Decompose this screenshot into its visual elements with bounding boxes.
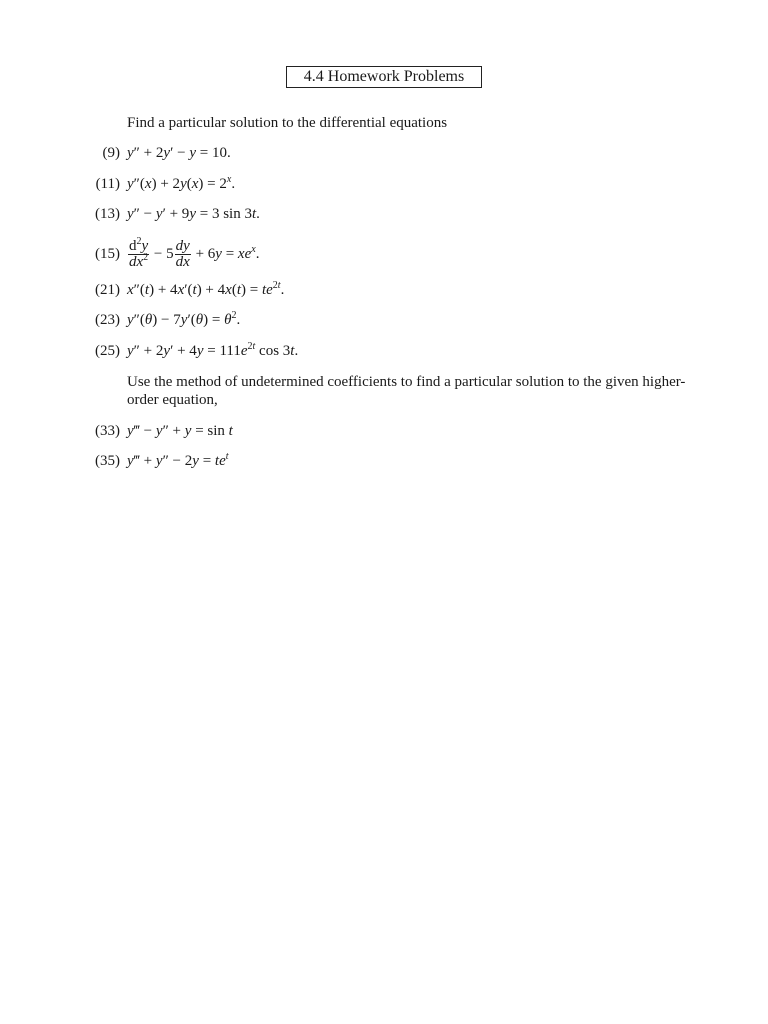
equation-token: y xyxy=(163,145,171,161)
equation-token: y xyxy=(189,145,196,161)
equation-token: te xyxy=(261,282,273,298)
problem-equation xyxy=(127,205,260,223)
equation-token: = xyxy=(221,246,238,262)
equation-token: t xyxy=(225,451,229,462)
equation-token: = xyxy=(198,453,215,469)
equation-token: x xyxy=(127,282,134,298)
equation-token: . xyxy=(236,312,241,328)
equation-token: ) + 4 xyxy=(149,282,178,298)
equation-token: = sin xyxy=(191,423,229,439)
equation-token: t xyxy=(251,206,257,222)
problem-number: (11) xyxy=(95,176,120,192)
equation-token: ′ + 9 xyxy=(162,206,190,222)
problem-equation xyxy=(127,452,229,470)
equation-token: . xyxy=(256,206,260,222)
fraction-denominator xyxy=(128,252,149,271)
problem-number: (23) xyxy=(95,312,120,328)
equation-token: 2 xyxy=(231,310,237,321)
equation-token: x xyxy=(177,282,185,298)
equation-token: t xyxy=(252,341,256,352)
equation-token: y xyxy=(127,453,134,469)
equation-token: x xyxy=(225,282,232,298)
equation-token: y xyxy=(141,238,149,255)
equation-token: θ xyxy=(144,312,153,328)
problem-equation xyxy=(127,342,298,360)
problem-equation xyxy=(127,235,259,273)
equation-token: y xyxy=(155,453,163,469)
equation-token: 2 xyxy=(247,341,253,352)
equation-token: ″ + xyxy=(162,423,185,439)
equation-token: ′ − xyxy=(170,145,190,161)
equation-token: ( xyxy=(231,282,237,298)
equation-token: ′( xyxy=(187,312,196,328)
fraction xyxy=(175,239,191,270)
equation-token: + 6 xyxy=(191,246,216,262)
problem-equation xyxy=(127,311,240,329)
equation-token: . xyxy=(280,282,285,298)
equation-token: cos 3 xyxy=(255,343,291,359)
equation-token: y xyxy=(189,206,196,222)
problem-number: (33) xyxy=(95,423,120,439)
equation-token: ″ + 2 xyxy=(133,145,164,161)
fraction-numerator xyxy=(175,239,191,255)
equation-token: θ xyxy=(195,312,204,328)
equation-token: 2 xyxy=(272,280,278,291)
equation-token: . xyxy=(231,176,236,192)
equation-token: ′( xyxy=(184,282,193,298)
equation-token: t xyxy=(144,282,150,298)
equation-token: y xyxy=(127,206,134,222)
problem-number: (15) xyxy=(95,246,120,262)
equation-token: . xyxy=(294,343,299,359)
equation-token: = 10. xyxy=(195,145,231,161)
equation-token: ″( xyxy=(133,312,145,328)
equation-token: ) − 7 xyxy=(152,312,181,328)
equation-token: ‴ − xyxy=(133,423,156,439)
problem-number: (35) xyxy=(95,453,120,469)
equation-token: t xyxy=(277,280,281,291)
equation-token: ) + 4 xyxy=(196,282,226,298)
equation-token: ″ + 2 xyxy=(133,343,164,359)
problem-equation xyxy=(127,422,233,440)
equation-token: x xyxy=(226,174,232,185)
problem-equation xyxy=(127,175,235,193)
equation-token: y xyxy=(215,246,222,262)
equation-token: y xyxy=(127,176,134,192)
equation-token: ( xyxy=(186,176,192,192)
equation-token: e xyxy=(240,343,248,359)
equation-token: dy xyxy=(175,238,190,255)
equation-token: ) = xyxy=(203,312,225,328)
equation-token: y xyxy=(155,423,163,439)
equation-token: 2 xyxy=(136,236,142,248)
equation-token: ″( xyxy=(133,176,145,192)
equation-token: y xyxy=(127,312,134,328)
equation-token: ″ − xyxy=(133,206,156,222)
equation-token: − 5 xyxy=(150,246,174,262)
page-title: 4.4 Homework Problems xyxy=(286,66,482,88)
equation-token: x xyxy=(251,244,256,255)
fraction xyxy=(128,236,149,271)
equation-token: x xyxy=(144,176,152,192)
equation-token: 2 xyxy=(143,252,149,264)
equation-token: ‴ + xyxy=(133,453,156,469)
equation-token: te xyxy=(214,453,226,469)
equation-token: y xyxy=(127,145,134,161)
equation-token: dx xyxy=(129,254,144,271)
equation-token: t xyxy=(228,423,233,439)
equation-token: y xyxy=(192,453,199,469)
equation-token: ) = 2 xyxy=(198,176,227,192)
equation-token: y xyxy=(196,343,204,359)
equation-token: ′ + 4 xyxy=(170,343,197,359)
problem-number: (25) xyxy=(95,343,120,359)
equation-token: . xyxy=(255,246,260,262)
equation-token: x xyxy=(191,176,199,192)
intro-paragraph-1: Find a particular solution to the differential equations xyxy=(127,115,448,131)
problem-number: (9) xyxy=(102,145,120,161)
problem-equation xyxy=(127,144,231,162)
equation-token: t xyxy=(236,282,241,298)
equation-token: ) = xyxy=(241,282,262,298)
equation-token: ) + 2 xyxy=(151,176,181,192)
equation-token: y xyxy=(127,423,134,439)
equation-token: t xyxy=(290,343,295,359)
equation-token: y xyxy=(127,343,134,359)
equation-token: d xyxy=(129,238,137,255)
equation-token: = 111 xyxy=(203,343,241,359)
equation-token: = 3 sin 3 xyxy=(195,206,252,222)
equation-token: ″( xyxy=(133,282,145,298)
equation-token: θ xyxy=(224,312,232,328)
equation-token: xe xyxy=(237,246,252,262)
equation-token: t xyxy=(192,282,197,298)
equation-token: y xyxy=(155,206,163,222)
equation-token: ″ − 2 xyxy=(162,453,193,469)
fraction-denominator xyxy=(175,255,191,270)
equation-token: y xyxy=(180,176,187,192)
equation-token: y xyxy=(184,423,192,439)
intro-paragraph-2: Use the method of undetermined coefficients to find a particular solution to the given higher-order equation, xyxy=(127,374,686,408)
equation-token: y xyxy=(163,343,171,359)
equation-token: dx xyxy=(175,254,190,271)
problem-equation xyxy=(127,281,284,299)
equation-token: y xyxy=(180,312,188,328)
problem-number: (21) xyxy=(95,282,120,298)
problem-number: (13) xyxy=(95,206,120,222)
